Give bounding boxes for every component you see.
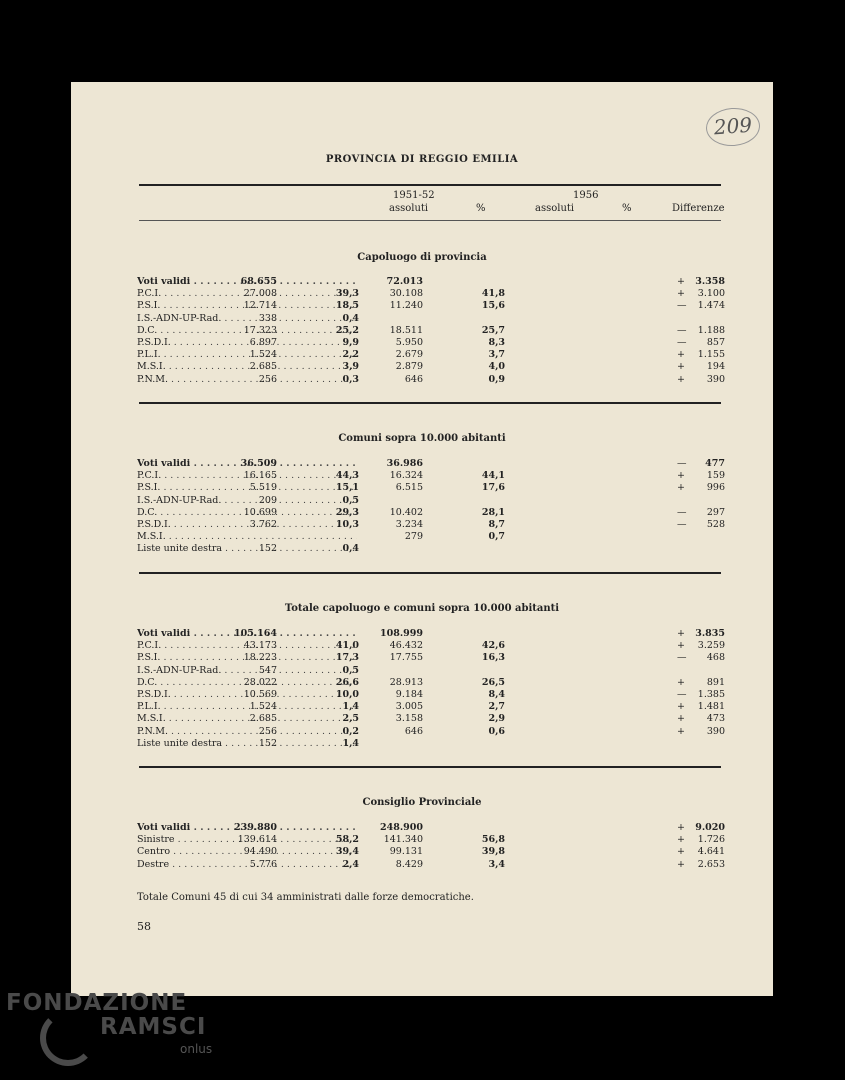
cell-label: Liste unite destra . . . <box>137 543 357 555</box>
logo-line2: RAMSCI <box>100 1014 207 1040</box>
cell-label: Voti validi . . . <box>137 276 357 288</box>
cell-diff: 1.726 <box>697 834 725 846</box>
cell-p2: 3,4 <box>488 858 505 870</box>
cell-diff: 9.020 <box>695 822 725 833</box>
cell-diff: 3.100 <box>697 288 725 300</box>
cell-a1: 16.165 <box>243 470 277 482</box>
cell-p1: 41,0 <box>335 640 359 652</box>
table-row <box>137 628 727 640</box>
cell-p2: 42,6 <box>481 640 505 652</box>
cell-p2: 39,8 <box>481 846 505 858</box>
table-row <box>137 640 727 652</box>
cell-a2: 46.432 <box>389 640 423 652</box>
cell-a2: 9.184 <box>395 689 423 700</box>
cell-a1: 256 <box>258 373 277 385</box>
cell-label: Voti validi . . . <box>137 458 357 470</box>
header-top-rule <box>139 184 721 186</box>
pct1-header: % <box>476 203 486 214</box>
cell-a1: 43.173 <box>243 640 277 652</box>
page-title: PROVINCIA DI REGGIO EMILIA <box>325 154 519 165</box>
logo-line3: onlus <box>180 1042 213 1056</box>
cell-p1: 2,5 <box>342 713 359 725</box>
cell-a1: 256 <box>258 725 277 737</box>
cell-a2: 17.755 <box>389 652 423 664</box>
cell-p2: 0,7 <box>488 531 505 543</box>
logo-g-icon <box>40 1010 96 1066</box>
table-row <box>137 300 727 312</box>
cell-a1: 1.524 <box>249 349 277 361</box>
cell-diff: 1.474 <box>697 300 725 312</box>
cell-label: Centro . . . <box>137 846 357 858</box>
cell-diff: 1.481 <box>697 701 725 713</box>
cell-p2: 8,7 <box>488 519 505 530</box>
cell-p1: 0,3 <box>342 373 359 385</box>
cell-a2: 646 <box>404 725 423 737</box>
cell-label: Liste unite destra . . . <box>137 738 357 750</box>
cell-label: P.C.I. . . . <box>137 470 357 482</box>
cell-p1: 39,3 <box>335 288 359 300</box>
cell-a1: 18.223 <box>243 652 277 664</box>
section-rule <box>139 402 721 404</box>
cell-label: M.S.I. . . . <box>137 361 357 373</box>
table-row <box>137 834 727 846</box>
cell-sign: + <box>677 701 685 713</box>
cell-p1: 0,5 <box>342 494 359 506</box>
cell-a1: 2.685 <box>249 361 277 373</box>
year2-header: 1956 <box>573 190 599 201</box>
cell-sign: + <box>677 713 685 725</box>
cell-a1: 2.685 <box>249 713 277 725</box>
cell-p2: 0,6 <box>488 725 505 737</box>
cell-diff: 3.259 <box>697 640 725 652</box>
table-row <box>137 458 727 470</box>
cell-a2: 2.679 <box>395 349 423 361</box>
cell-sign: + <box>677 846 685 858</box>
section-title: Totale capoluogo e comuni sopra 10.000 abitanti <box>284 603 560 614</box>
cell-a1: 12.714 <box>243 300 277 312</box>
cell-a1: 5.776 <box>249 858 277 870</box>
cell-a2: 646 <box>404 373 423 385</box>
cell-a2: 248.900 <box>380 822 423 833</box>
cell-a2: 5.950 <box>395 337 423 348</box>
cell-label: P.S.D.I. . . . <box>137 519 357 531</box>
cell-a1: 152 <box>258 737 277 749</box>
cell-p2: 8,3 <box>488 337 505 348</box>
handwritten-page-number: 209 <box>705 106 762 148</box>
cell-label: P.S.I. . . . <box>137 652 357 664</box>
cell-sign: — <box>677 506 687 518</box>
cell-diff: 3.358 <box>695 276 725 287</box>
cell-a2: 8.429 <box>395 858 423 870</box>
table-row <box>137 482 727 494</box>
cell-p1: 26,6 <box>335 676 359 688</box>
cell-p1: 0,4 <box>342 312 359 324</box>
table-row <box>137 822 727 834</box>
cell-p2: 15,6 <box>481 300 505 312</box>
cell-p1: 1,4 <box>342 701 359 713</box>
cell-label: P.S.I. . . . <box>137 482 357 494</box>
cell-p1: 18,5 <box>335 300 359 312</box>
cell-a2: 2.879 <box>395 361 423 373</box>
cell-p2: 28,1 <box>481 506 505 518</box>
cell-p1: 0,2 <box>342 725 359 737</box>
cell-label: P.S.D.I. . . . <box>137 337 357 349</box>
cell-a2: 3.234 <box>395 519 423 530</box>
cell-label: D.C. . . . <box>137 677 357 689</box>
cell-p1: 2,2 <box>342 349 359 361</box>
cell-a1: 94.490 <box>243 846 277 858</box>
table-row <box>137 361 727 373</box>
cell-sign: + <box>677 676 685 688</box>
cell-p1: 0,4 <box>342 543 359 555</box>
cell-diff: 1.385 <box>697 689 725 700</box>
cell-sign: + <box>677 482 685 494</box>
section-title: Capoluogo di provincia <box>357 252 487 263</box>
cell-sign: + <box>677 276 685 287</box>
cell-diff: 857 <box>706 337 725 348</box>
cell-a2: 99.131 <box>389 846 423 858</box>
table-row <box>137 701 727 713</box>
cell-label: M.S.I. . . . <box>137 531 357 543</box>
cell-label: M.S.I. . . . <box>137 713 357 725</box>
cell-label: Sinistre . . . <box>137 834 357 846</box>
cell-diff: 4.641 <box>697 846 725 858</box>
cell-a1: 10.699 <box>243 506 277 518</box>
cell-a1: 10.569 <box>243 689 277 700</box>
table-row <box>137 713 727 725</box>
cell-a1: 338 <box>258 312 277 324</box>
section-rule <box>139 766 721 768</box>
cell-sign: + <box>677 834 685 846</box>
cell-a2: 108.999 <box>380 628 423 639</box>
cell-a2: 28.913 <box>389 676 423 688</box>
cell-diff: 477 <box>705 458 725 469</box>
cell-label: I.S.-ADN-UP-Rad. . . . <box>137 313 357 325</box>
cell-label: I.S.-ADN-UP-Rad. . . . <box>137 665 357 677</box>
table-row <box>137 519 727 531</box>
cell-p2: 0,9 <box>488 373 505 385</box>
cell-p1: 3,9 <box>342 361 359 373</box>
cell-a2: 141.340 <box>383 834 423 846</box>
cell-diff: 3.835 <box>695 628 725 639</box>
cell-label: D.C. . . . <box>137 507 357 519</box>
cell-label: Voti validi . . . <box>137 628 357 640</box>
cell-p1: 17,3 <box>335 652 359 664</box>
cell-label: P.N.M. . . . <box>137 374 357 386</box>
table-row <box>137 337 727 349</box>
cell-p1: 10,3 <box>335 519 359 530</box>
cell-a2: 30.108 <box>389 288 423 300</box>
cell-p1: 44,3 <box>335 470 359 482</box>
table-row <box>137 349 727 361</box>
cell-label: I.S.-ADN-UP-Rad. . . . <box>137 495 357 507</box>
header-bottom-rule <box>139 220 721 221</box>
cell-sign: + <box>677 628 685 639</box>
cell-sign: + <box>677 725 685 737</box>
cell-a2: 36.986 <box>386 458 423 469</box>
cell-p2: 41,8 <box>481 288 505 300</box>
cell-a2: 72.013 <box>386 276 423 287</box>
cell-diff: 1.155 <box>697 349 725 361</box>
cell-label: P.C.I. . . . <box>137 288 357 300</box>
cell-label: D.C. . . . <box>137 325 357 337</box>
cell-a2: 10.402 <box>389 506 423 518</box>
document-page <box>71 82 773 996</box>
cell-diff: 891 <box>706 676 725 688</box>
table-row <box>137 738 727 750</box>
cell-a1: 68.655 <box>240 276 277 287</box>
cell-sign: — <box>677 519 687 530</box>
cell-p2: 17,6 <box>481 482 505 494</box>
cell-a2: 279 <box>404 531 423 543</box>
cell-a1: 209 <box>258 494 277 506</box>
cell-sign: — <box>677 458 687 469</box>
cell-a2: 18.511 <box>389 324 423 336</box>
table-row <box>137 507 727 519</box>
cell-p2: 8,4 <box>488 689 505 700</box>
cell-a1: 239.880 <box>234 822 277 833</box>
cell-diff: 528 <box>706 519 725 530</box>
table-row <box>137 859 727 871</box>
cell-sign: — <box>677 324 687 336</box>
cell-sign: + <box>677 822 685 833</box>
cell-a2: 6.515 <box>395 482 423 494</box>
table-row <box>137 846 727 858</box>
cell-sign: — <box>677 337 687 348</box>
cell-a2: 3.158 <box>395 713 423 725</box>
cell-p1: 39,4 <box>335 846 359 858</box>
cell-a2: 3.005 <box>395 701 423 713</box>
pct2-header: % <box>622 203 632 214</box>
cell-p2: 2,7 <box>488 701 505 713</box>
cell-p1: 25,2 <box>335 324 359 336</box>
cell-sign: + <box>677 373 685 385</box>
cell-a1: 152 <box>258 543 277 555</box>
assoluti1-header: assoluti <box>389 203 429 214</box>
cell-a1: 6.897 <box>249 337 277 348</box>
table-row <box>137 689 727 701</box>
cell-label: P.L.I. . . . <box>137 701 357 713</box>
cell-p2: 16,3 <box>481 652 505 664</box>
cell-p1: 0,5 <box>342 664 359 676</box>
cell-label: P.N.M. . . . <box>137 726 357 738</box>
table-row <box>137 288 727 300</box>
table-row <box>137 726 727 738</box>
cell-diff: 996 <box>706 482 725 494</box>
cell-p1: 29,3 <box>335 506 359 518</box>
section-title: Consiglio Provinciale <box>362 797 482 808</box>
cell-p1: 15,1 <box>335 482 359 494</box>
cell-a1: 27.008 <box>243 288 277 300</box>
table-row <box>137 652 727 664</box>
cell-label: P.C.I. . . . <box>137 640 357 652</box>
cell-p2: 2,9 <box>488 713 505 725</box>
cell-a1: 547 <box>258 664 277 676</box>
cell-sign: — <box>677 652 687 664</box>
cell-p1: 1,4 <box>342 737 359 749</box>
table-row <box>137 665 727 677</box>
cell-label: Destre . . . <box>137 859 357 871</box>
cell-p2: 4,0 <box>488 361 505 373</box>
cell-diff: 468 <box>706 652 725 664</box>
table-row <box>137 543 727 555</box>
cell-diff: 297 <box>706 506 725 518</box>
cell-sign: + <box>677 349 685 361</box>
cell-sign: + <box>677 640 685 652</box>
table-row <box>137 374 727 386</box>
cell-diff: 2.653 <box>697 858 725 870</box>
cell-diff: 194 <box>706 361 725 373</box>
table-row <box>137 677 727 689</box>
cell-a1: 1.524 <box>249 701 277 713</box>
table-row <box>137 495 727 507</box>
cell-p2: 56,8 <box>481 834 505 846</box>
cell-label: P.S.I. . . . <box>137 300 357 312</box>
table-row <box>137 325 727 337</box>
differenze-header: Differenze <box>672 203 725 214</box>
cell-label: Voti validi . . . <box>137 822 357 834</box>
logo-line1: FONDAZIONE <box>6 990 188 1016</box>
cell-p2: 26,5 <box>481 676 505 688</box>
assoluti2-header: assoluti <box>535 203 575 214</box>
section-rule <box>139 572 721 574</box>
cell-sign: — <box>677 689 687 700</box>
cell-a1: 17.323 <box>243 324 277 336</box>
cell-p2: 3,7 <box>488 349 505 361</box>
table-row <box>137 470 727 482</box>
cell-p2: 25,7 <box>481 324 505 336</box>
section-title: Comuni sopra 10.000 abitanti <box>338 433 506 444</box>
cell-p1: 10,0 <box>335 689 359 700</box>
cell-sign: + <box>677 858 685 870</box>
table-row <box>137 276 727 288</box>
cell-a1: 36.509 <box>240 458 277 469</box>
cell-p1: 9,9 <box>342 337 359 348</box>
cell-diff: 390 <box>706 725 725 737</box>
table-row <box>137 531 727 543</box>
cell-sign: + <box>677 361 685 373</box>
cell-a2: 16.324 <box>389 470 423 482</box>
cell-a1: 28.022 <box>243 676 277 688</box>
table-row <box>137 313 727 325</box>
footnote: Totale Comuni 45 di cui 34 amministrati dalle forze democratiche. <box>137 892 474 903</box>
cell-sign: — <box>677 300 687 312</box>
cell-a1: 139.614 <box>237 834 277 846</box>
year1-header: 1951-52 <box>393 190 435 201</box>
cell-a2: 11.240 <box>389 300 423 312</box>
cell-a1: 3.762 <box>249 519 277 530</box>
cell-label: P.L.I. . . . <box>137 349 357 361</box>
cell-diff: 159 <box>706 470 725 482</box>
cell-p2: 44,1 <box>481 470 505 482</box>
cell-p1: 2,4 <box>342 858 359 870</box>
cell-diff: 1.188 <box>697 324 725 336</box>
cell-sign: + <box>677 470 685 482</box>
cell-diff: 473 <box>706 713 725 725</box>
cell-label: P.S.D.I. . . . <box>137 689 357 701</box>
cell-a1: 5.519 <box>249 482 277 494</box>
cell-diff: 390 <box>706 373 725 385</box>
page-number: 58 <box>137 920 151 933</box>
cell-p1: 58,2 <box>335 834 359 846</box>
cell-a1: 105.164 <box>234 628 277 639</box>
cell-sign: + <box>677 288 685 300</box>
